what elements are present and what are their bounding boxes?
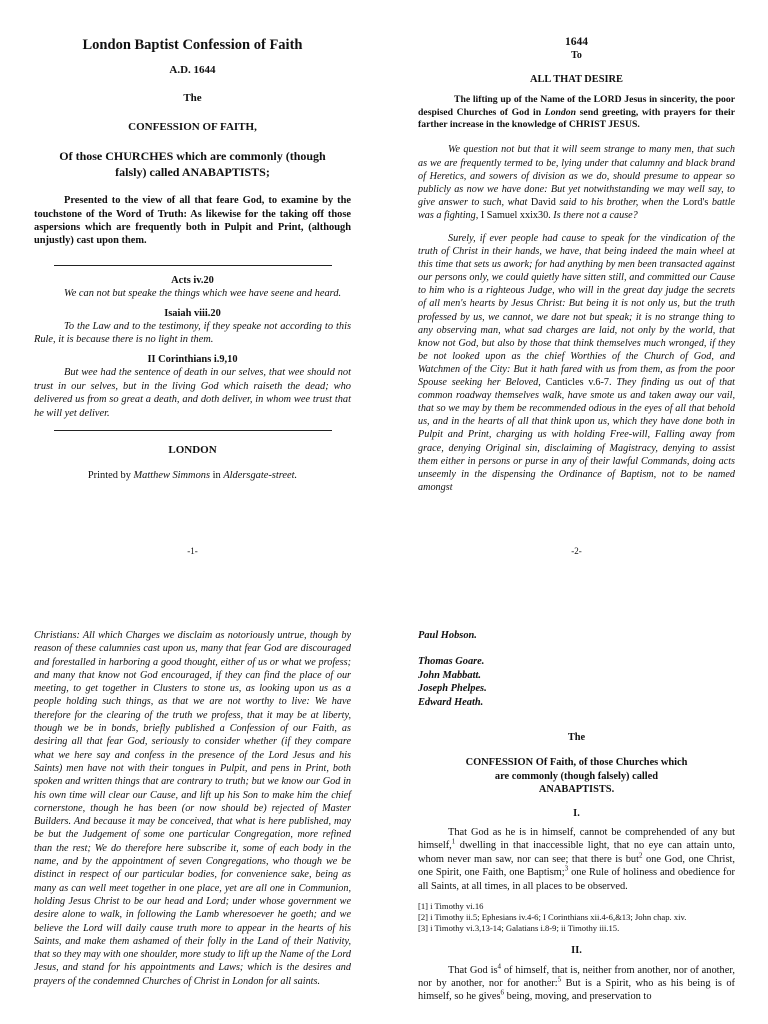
verse-block (34, 274, 351, 420)
the-label: The (183, 92, 202, 105)
footnote: [2] i Timothy ii.5; Ephesians iv.4-6; I Corinthians xii.4-6,&13; John chap. xiv. (418, 912, 687, 923)
divider (54, 265, 332, 266)
london-imprint: LONDON (168, 443, 217, 456)
para1-text-d: Is there not a cause? (553, 209, 638, 221)
verse-text: But wee had the sentence of death in our selves, that wee should not trust in our selves, but in the living God which raiseth the dead; who delivered us from so great a death, and doth deliver, in whom wee trust that he will yet deliver. (34, 367, 351, 419)
presented-paragraph: Presented to the view of all that feare God, to examine by the touchstone of the Word of Truth: As likewise for the taking off those aspersions which are frequently both in Pulpit and Print, (although unjustly) cast upon them. (34, 195, 351, 247)
confession-heading: CONFESSION Of Faith, of those Churches which are commonly (though falsely) called ANABAPTISTS. (465, 757, 688, 796)
art1-text-c: one God, one Christ, one Spirit, one Faith, one Baptism; (418, 853, 735, 879)
page-2 (418, 36, 735, 494)
signer-name: Edward Heath. (418, 696, 484, 708)
divider (54, 430, 332, 431)
churches-heading: Of those CHURCHES which are commonly (though falsly) called ANABAPTISTS; (59, 149, 326, 180)
samuel-ref: I Samuel xxix30. (480, 209, 551, 221)
greeting-text: The lifting up of the Name of the LORD Jesus in sincerity, the poor despised Churches of God in (418, 94, 735, 118)
art2-text-b: of himself, that is, neither from another, nor of another, nor by another, nor for another: (418, 964, 735, 989)
printer-street: Aldersgate-street. (223, 470, 298, 482)
london-word: London (544, 106, 577, 118)
art1-text-b: dwelling in that inaccessible light, that no eye can attain unto, whom never man saw, nor can see; that there is but (418, 840, 735, 865)
printer-line (34, 469, 351, 482)
para2-text-b: They finding us out of that common roadway themselves walk, have smote us and taken away our vail, that so we may by them be recommended odious in the eyes of all that behold us, and in the hearts of all that think upon us, which they have done both in Pulpit and Print, charging us with holding Free-will, Falling away from grace, denying Original sin, disclaiming of Magistracy, denying to assist them either in persons or purse in any of their lawful Commands, doing acts unseemly in the dispensing the Ordinance of Baptism, not to be named amongst (418, 377, 735, 493)
signer-name: Thomas Goare. (418, 656, 485, 668)
preface-paragraph-1 (418, 143, 735, 222)
footnote-marker: 4 (497, 962, 502, 971)
date-line: A.D. 1644 (169, 64, 216, 76)
greeting-paragraph (418, 94, 735, 131)
art1-text: That God as he is in himself, cannot be comprehended of any but himself, (418, 827, 735, 852)
footnote: [1] i Timothy vi.16 (418, 901, 484, 912)
art2-text-c: But is a Spirit, who as his being is of himself, so he gives (418, 977, 735, 1003)
printer-name: Matthew Simmons (133, 470, 210, 482)
footnote-marker: 3 (564, 864, 569, 873)
david-word: David (530, 196, 556, 208)
page-4 (418, 629, 735, 1004)
verse-ref: Isaiah viii.20 (164, 307, 221, 319)
article-number: I. (573, 807, 580, 819)
signer-name: Joseph Phelpes. (418, 683, 487, 695)
footnote-marker: 2 (638, 851, 643, 860)
verse-text: We can not but speake the things which wee have seene and heard. (64, 288, 342, 300)
page-number: -1- (187, 546, 198, 556)
art2-text: That God is (448, 964, 498, 976)
art2-text-d: being, moving, and preservation to (506, 991, 652, 1003)
article-number: II. (571, 945, 582, 957)
para1-text-b: said to his brother, when the (559, 196, 680, 208)
confession-heading: CONFESSION OF FAITH, (128, 120, 257, 133)
page-3 (34, 629, 351, 988)
signers-list (418, 655, 735, 709)
lords-word: Lord's (682, 196, 709, 208)
in-label: in (212, 470, 221, 482)
para2-text: Surely, if ever people had cause to speak for the vindication of the truth of Christ in their hands, we have, that being indeed the main wheel at this time that sets us awork; for had anything by men been transacted against our persons only, we could quietly have sitten still, and committed our Cause to him who is a righteous Judge, who will in the great day judge the secrets of all men's hearts by Jesus Christ: But being it is not only us, but the truth professed by us, we cannot, we dare not but speak; it is no strange thing to any observing man, what sad charges are laid, not only by the world, that know not God, but also by those that think themselves much wronged, if they be not looked upon as the chief Worthies of the Church of God, and Watchmen of the City: But it hath fared with us from them, as from the poor Spouse seeking her Beloved, (418, 233, 735, 389)
article-1-text (418, 826, 735, 893)
verse-ref: Acts iv.20 (171, 274, 214, 286)
signer-name: John Mabbatt. (418, 669, 481, 681)
art1-text-d: one Rule of holiness and obedience for all Saints, at all times, in all places to be observed. (418, 867, 735, 892)
para1-text-c: battle was a fighting, (418, 196, 736, 221)
footnote-marker: 1 (451, 838, 456, 846)
canticles-ref: Canticles v.6-7. (545, 377, 612, 389)
all-that-desire: ALL THAT DESIRE (530, 73, 623, 85)
footnote-marker: 5 (557, 975, 562, 984)
para1-text: We question not but that it will seem strange to many men, that such as we are frequently termed to be, lying under that calumny and black brand of Heretics, and sowers of division as we do, should presume to appear so publicly as now we have done: But yet notwithstanding we may well say, to give answer to such, what (418, 144, 735, 208)
page-1 (34, 36, 351, 483)
article-2-text (418, 964, 735, 1004)
signer-name: Paul Hobson. (418, 630, 477, 641)
printed-by-label: Printed by (87, 470, 131, 482)
document-title: London Baptist Confession of Faith (82, 37, 303, 53)
footnote-marker: 6 (500, 988, 505, 997)
greeting-text-2: send greeting, with prayers for their farther increase in the knowledge of CHRIST JESUS. (418, 106, 735, 131)
year-heading: 1644 (565, 36, 588, 48)
footnote: [3] i Timothy vi.3,13-14; Galatians i.8-9; ii Timothy iii.15. (418, 923, 620, 934)
to-label: To (571, 50, 582, 62)
preface-continuation: Christians: All which Charges we disclaim as notoriously untrue, though by reason of these calumnies cast upon us, many that fear God are discouraged and forestalled in harboring a good thought, either of us or what we profess; and many that know not God encouraged, if they can find the place of our meeting, to get together in Clusters to stone us, as looking upon us as a people holding such things, as that we are not worthy to live: We have therefore for the clearing of the truth we profess, that it may be at liberty, though we be in bonds, briefly published a Confession of our Faith, as desiring all that fear God, seriously to consider whether (if they compare what we here say and confess in the presence of the Lord Jesus and his Saints) men have not with their tongues in Pulpit, and pens in Print, both spoken and written things that are contrary to truth; but we know our God in his own time will clear our Cause, and lift up his Son to make him the chief cornerstone, though he has been (or now should be) rejected of Master Builders. And because it may be conceived, that what is here published, may be but the Judgement of some one particular Congregation, more refined than the rest; We do therefore here subscribe it, some of each body in the name, and by the appointment of seven Congregations, who though we be distinct in respect of our particular bodies, for convenience sake, being as many as can well meet together in one place, yet are all one in Communion, holding Jesus Christ to be our head and Lord; under whose government we desire alone to walk, in following the Lamb wheresoever he goeth; and we believe the Lord will daily cause truth more to appear in the hearts of his Saints, and make them ashamed of their folly in the Land of their Nativity, that so they may with one shoulder, more study to lift up the Name of the Lord Jesus, and stand for his appointments and Laws; which is the desires and prayers of the condemned Churches of Christ in London for all saints. (34, 630, 351, 987)
page-number: -2- (571, 546, 582, 556)
footnotes (418, 901, 735, 934)
verse-ref: II Corinthians i.9,10 (147, 353, 238, 365)
verse-text: To the Law and to the testimony, if they speake not according to this Rule, it is because there is no light in them. (34, 321, 351, 346)
preface-paragraph-2 (418, 232, 735, 494)
the-label: The (567, 732, 586, 744)
